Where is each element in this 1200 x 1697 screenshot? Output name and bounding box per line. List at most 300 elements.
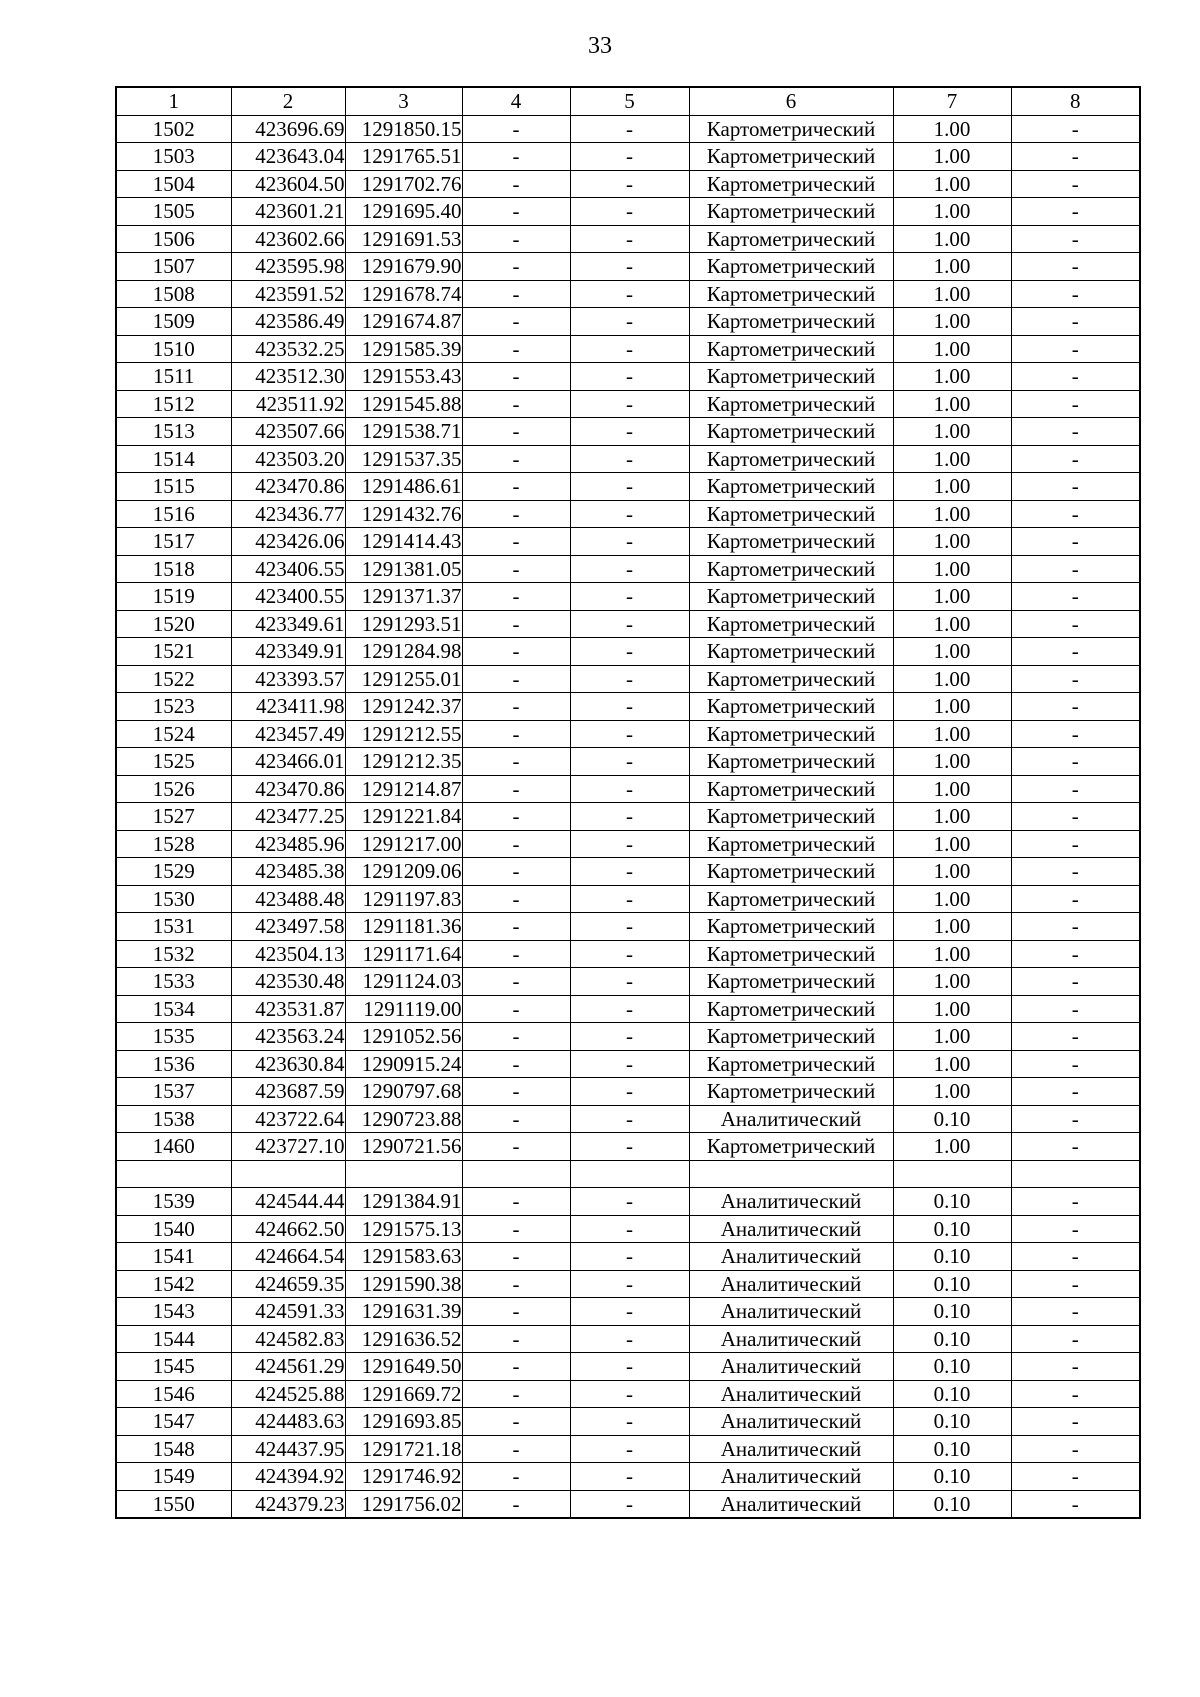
table-cell: - [462, 968, 570, 996]
table-cell: 1547 [116, 1408, 231, 1436]
table-cell: Картометрический [689, 720, 893, 748]
table-cell: Картометрический [689, 418, 893, 446]
table-cell: 423532.25 [231, 335, 345, 363]
table-cell: - [462, 1325, 570, 1353]
table-cell: - [1011, 390, 1140, 418]
table-cell: - [1011, 1215, 1140, 1243]
table-row [116, 1050, 1140, 1078]
table-cell [116, 1160, 231, 1188]
table-cell: - [570, 775, 689, 803]
table-row [116, 720, 1140, 748]
table-cell: 1541 [116, 1243, 231, 1271]
table-cell: Картометрический [689, 1050, 893, 1078]
table-cell: - [570, 830, 689, 858]
table-cell: 1291765.51 [345, 143, 462, 171]
table-row [116, 1023, 1140, 1051]
table-cell: 423687.59 [231, 1078, 345, 1106]
table-row [116, 995, 1140, 1023]
table-row [116, 665, 1140, 693]
table-cell: 1291171.64 [345, 940, 462, 968]
table-cell: - [570, 610, 689, 638]
table-cell: 1291538.71 [345, 418, 462, 446]
table-row [116, 803, 1140, 831]
table-cell: 1290721.56 [345, 1133, 462, 1161]
table-cell: - [462, 775, 570, 803]
table-cell: Картометрический [689, 555, 893, 583]
table-cell: - [462, 280, 570, 308]
table-cell: 1291284.98 [345, 638, 462, 666]
table-cell: - [462, 500, 570, 528]
table-cell: - [570, 1325, 689, 1353]
table-cell: - [570, 555, 689, 583]
table-cell: 423393.57 [231, 665, 345, 693]
table-cell: 423630.84 [231, 1050, 345, 1078]
table-cell: - [570, 913, 689, 941]
table-cell: 424591.33 [231, 1298, 345, 1326]
table-cell: 1291212.35 [345, 748, 462, 776]
table-row [116, 473, 1140, 501]
table-cell: 1514 [116, 445, 231, 473]
table-row [116, 555, 1140, 583]
table-cell: - [462, 1188, 570, 1216]
table-cell: Картометрический [689, 115, 893, 143]
table-cell: - [1011, 1463, 1140, 1491]
table-cell: 0.10 [893, 1408, 1011, 1436]
column-header: 2 [231, 87, 345, 115]
table-cell: Аналитический [689, 1380, 893, 1408]
table-cell: Аналитический [689, 1325, 893, 1353]
table-cell: - [570, 528, 689, 556]
table-cell: - [462, 198, 570, 226]
table-cell: - [1011, 418, 1140, 446]
table-cell: 423497.58 [231, 913, 345, 941]
page-number: 33 [588, 33, 612, 59]
table-cell: - [462, 445, 570, 473]
table-cell: 1.00 [893, 143, 1011, 171]
table-cell: - [1011, 170, 1140, 198]
table-cell: - [462, 1215, 570, 1243]
table-cell: - [570, 693, 689, 721]
table-row [116, 748, 1140, 776]
table-cell: - [1011, 665, 1140, 693]
table-cell: 1290797.68 [345, 1078, 462, 1106]
table-cell: 424394.92 [231, 1463, 345, 1491]
table-cell: 0.10 [893, 1215, 1011, 1243]
table-cell: - [1011, 748, 1140, 776]
table-cell: 1540 [116, 1215, 231, 1243]
table-cell: - [570, 445, 689, 473]
table-cell: 1535 [116, 1023, 231, 1051]
table-cell: 1515 [116, 473, 231, 501]
table-cell: Аналитический [689, 1215, 893, 1243]
table-cell: 1508 [116, 280, 231, 308]
table-cell [893, 1160, 1011, 1188]
table-cell: - [570, 858, 689, 886]
table-cell: 1544 [116, 1325, 231, 1353]
table-cell: 423470.86 [231, 775, 345, 803]
table-cell: 423727.10 [231, 1133, 345, 1161]
table-cell: Аналитический [689, 1435, 893, 1463]
table-cell: 1505 [116, 198, 231, 226]
table-cell: Аналитический [689, 1408, 893, 1436]
table-cell: 1.00 [893, 1023, 1011, 1051]
table-cell: - [1011, 1435, 1140, 1463]
table-cell: - [462, 253, 570, 281]
table-cell: - [1011, 528, 1140, 556]
table-cell: - [462, 830, 570, 858]
table-cell: - [570, 418, 689, 446]
table-cell: 1510 [116, 335, 231, 363]
table-cell: Картометрический [689, 693, 893, 721]
table-cell: - [1011, 1133, 1140, 1161]
table-cell: - [1011, 858, 1140, 886]
table-cell [570, 1160, 689, 1188]
table-cell [462, 1160, 570, 1188]
table-cell: - [462, 858, 570, 886]
table-cell: - [1011, 1243, 1140, 1271]
table-cell: 1.00 [893, 280, 1011, 308]
table-cell: 424379.23 [231, 1490, 345, 1518]
table-cell: 1291553.43 [345, 363, 462, 391]
table-cell: - [1011, 830, 1140, 858]
table-cell: - [570, 473, 689, 501]
table-cell: - [570, 1050, 689, 1078]
table-cell: 1525 [116, 748, 231, 776]
table-cell: 0.10 [893, 1270, 1011, 1298]
table-cell: 1.00 [893, 775, 1011, 803]
table-cell: 1291414.43 [345, 528, 462, 556]
table-cell: Картометрический [689, 858, 893, 886]
table-cell: - [462, 610, 570, 638]
table-cell [345, 1160, 462, 1188]
table-cell: 1543 [116, 1298, 231, 1326]
table-row [116, 198, 1140, 226]
table-cell: - [570, 1133, 689, 1161]
table-cell: 423436.77 [231, 500, 345, 528]
table-cell: 1291545.88 [345, 390, 462, 418]
table-cell: 424664.54 [231, 1243, 345, 1271]
table-cell: 1529 [116, 858, 231, 886]
table-cell: 1546 [116, 1380, 231, 1408]
table-cell: 1503 [116, 143, 231, 171]
table-row [116, 940, 1140, 968]
table-cell: - [462, 1133, 570, 1161]
table-cell: 1534 [116, 995, 231, 1023]
table-row [116, 418, 1140, 446]
table-cell: 1291221.84 [345, 803, 462, 831]
table-cell: 1.00 [893, 473, 1011, 501]
table-cell: 1.00 [893, 253, 1011, 281]
table-cell: 1291209.06 [345, 858, 462, 886]
table-cell: 1.00 [893, 308, 1011, 336]
table-cell: 1.00 [893, 583, 1011, 611]
table-cell: - [570, 638, 689, 666]
table-cell: - [462, 1105, 570, 1133]
table-cell: 423349.91 [231, 638, 345, 666]
table-cell: 0.10 [893, 1325, 1011, 1353]
table-cell: - [1011, 1023, 1140, 1051]
table-cell: - [462, 308, 570, 336]
table-cell: - [462, 885, 570, 913]
table-cell: 1291124.03 [345, 968, 462, 996]
table-cell: - [1011, 1325, 1140, 1353]
table-row [116, 445, 1140, 473]
table-cell: Картометрический [689, 940, 893, 968]
table-cell: Картометрический [689, 335, 893, 363]
table-cell: 1.00 [893, 693, 1011, 721]
table-cell: 1290915.24 [345, 1050, 462, 1078]
table-cell: 1291679.90 [345, 253, 462, 281]
table-cell: 423602.66 [231, 225, 345, 253]
table-cell: 423406.55 [231, 555, 345, 583]
table-cell: - [1011, 555, 1140, 583]
table-cell: - [1011, 720, 1140, 748]
table-cell [231, 1160, 345, 1188]
table-cell: 423511.92 [231, 390, 345, 418]
table-cell: 1.00 [893, 445, 1011, 473]
table-row [116, 1435, 1140, 1463]
table-cell: - [1011, 1105, 1140, 1133]
table-cell: 1291756.02 [345, 1490, 462, 1518]
table-cell: - [570, 583, 689, 611]
table-cell: - [570, 1463, 689, 1491]
table-cell: 1549 [116, 1463, 231, 1491]
table-cell: Картометрический [689, 995, 893, 1023]
table-cell: 1291197.83 [345, 885, 462, 913]
table-cell: 1509 [116, 308, 231, 336]
table-cell: - [462, 335, 570, 363]
table-cell: 1504 [116, 170, 231, 198]
table-cell: 1526 [116, 775, 231, 803]
table-cell: 1.00 [893, 940, 1011, 968]
table-cell: - [462, 225, 570, 253]
table-cell: - [462, 363, 570, 391]
table-cell: 1542 [116, 1270, 231, 1298]
table-cell: 1.00 [893, 528, 1011, 556]
table-cell: 1.00 [893, 198, 1011, 226]
table-cell: - [570, 1270, 689, 1298]
table-cell: - [1011, 1380, 1140, 1408]
table-cell: 423531.87 [231, 995, 345, 1023]
table-cell: - [1011, 253, 1140, 281]
table-cell: 1291693.85 [345, 1408, 462, 1436]
table-cell: 423457.49 [231, 720, 345, 748]
table-cell: - [570, 363, 689, 391]
table-cell: 1291214.87 [345, 775, 462, 803]
table-row [116, 858, 1140, 886]
table-cell: 1.00 [893, 418, 1011, 446]
table-cell: - [462, 1380, 570, 1408]
table-cell: - [1011, 968, 1140, 996]
table-cell: - [570, 1078, 689, 1106]
table-cell: Картометрический [689, 1023, 893, 1051]
table-cell: 1.00 [893, 803, 1011, 831]
table-cell: 1.00 [893, 995, 1011, 1023]
table-cell: - [462, 143, 570, 171]
table-cell: 1538 [116, 1105, 231, 1133]
table-cell: - [570, 968, 689, 996]
table-cell: 1291486.61 [345, 473, 462, 501]
table-cell: - [1011, 638, 1140, 666]
table-cell: Картометрический [689, 170, 893, 198]
table-cell: - [1011, 473, 1140, 501]
table-cell: 1291695.40 [345, 198, 462, 226]
table-cell: 423643.04 [231, 143, 345, 171]
table-row [116, 1243, 1140, 1271]
table-cell: 423591.52 [231, 280, 345, 308]
table-cell: 423595.98 [231, 253, 345, 281]
table-cell: - [462, 418, 570, 446]
table-cell: - [462, 583, 570, 611]
table-cell: - [570, 1353, 689, 1381]
table-cell: 1.00 [893, 885, 1011, 913]
table-cell: - [570, 1105, 689, 1133]
table-cell: 0.10 [893, 1298, 1011, 1326]
table-cell: - [462, 528, 570, 556]
table-cell: Картометрический [689, 445, 893, 473]
table-cell: 1.00 [893, 555, 1011, 583]
table-cell: - [462, 940, 570, 968]
table-cell: - [462, 555, 570, 583]
table-cell: - [462, 995, 570, 1023]
table-row [116, 1353, 1140, 1381]
table-cell: 424561.29 [231, 1353, 345, 1381]
table-cell: 423563.24 [231, 1023, 345, 1051]
table-row [116, 885, 1140, 913]
table-cell: 423504.13 [231, 940, 345, 968]
table-cell: Картометрический [689, 638, 893, 666]
table-row [116, 913, 1140, 941]
table-cell: 423485.96 [231, 830, 345, 858]
table-cell: 1291850.15 [345, 115, 462, 143]
table-cell: 1.00 [893, 665, 1011, 693]
table-cell: 423411.98 [231, 693, 345, 721]
table-cell: 1524 [116, 720, 231, 748]
column-header: 8 [1011, 87, 1140, 115]
table-cell: 423601.21 [231, 198, 345, 226]
table-cell: - [570, 1490, 689, 1518]
table-row [116, 1188, 1140, 1216]
table-cell: 1291119.00 [345, 995, 462, 1023]
table-cell: 1291590.38 [345, 1270, 462, 1298]
table-cell: 1.00 [893, 830, 1011, 858]
table-cell: - [462, 473, 570, 501]
table-row [116, 1105, 1140, 1133]
table-cell: 1545 [116, 1353, 231, 1381]
table-row [116, 775, 1140, 803]
table-cell: - [462, 1463, 570, 1491]
table-cell: - [570, 308, 689, 336]
table-cell: 424544.44 [231, 1188, 345, 1216]
table-cell: - [570, 1435, 689, 1463]
table-cell: 423470.86 [231, 473, 345, 501]
table-cell: 1291212.55 [345, 720, 462, 748]
table-cell: - [570, 940, 689, 968]
table-row [116, 1133, 1140, 1161]
table-cell: 1460 [116, 1133, 231, 1161]
table-cell: 423349.61 [231, 610, 345, 638]
table-cell: 424483.63 [231, 1408, 345, 1436]
table-cell: 424659.35 [231, 1270, 345, 1298]
table-cell: 423722.64 [231, 1105, 345, 1133]
table-cell: - [1011, 693, 1140, 721]
table-cell: 1291381.05 [345, 555, 462, 583]
table-cell: Картометрический [689, 363, 893, 391]
table-cell: 1291052.56 [345, 1023, 462, 1051]
table-cell: - [570, 748, 689, 776]
table-cell: - [570, 1408, 689, 1436]
table-cell: - [1011, 308, 1140, 336]
table-cell: - [1011, 363, 1140, 391]
table-row [116, 1160, 1140, 1188]
table-cell: 1521 [116, 638, 231, 666]
table-cell: 1291371.37 [345, 583, 462, 611]
table-cell: 1.00 [893, 390, 1011, 418]
table-cell: 424662.50 [231, 1215, 345, 1243]
table-cell: - [1011, 115, 1140, 143]
table-cell: 1.00 [893, 1050, 1011, 1078]
table-cell: - [1011, 885, 1140, 913]
table-cell: - [462, 693, 570, 721]
table-cell: 0.10 [893, 1243, 1011, 1271]
table-cell: 1530 [116, 885, 231, 913]
table-row [116, 363, 1140, 391]
coordinates-table [115, 86, 1141, 1519]
table-cell: 423586.49 [231, 308, 345, 336]
table-cell: - [1011, 1270, 1140, 1298]
table-cell: 1291746.92 [345, 1463, 462, 1491]
table-cell: Картометрический [689, 253, 893, 281]
column-header: 5 [570, 87, 689, 115]
table-cell: 0.10 [893, 1353, 1011, 1381]
table-cell: 1.00 [893, 225, 1011, 253]
table-cell: - [1011, 1078, 1140, 1106]
table-cell: - [1011, 775, 1140, 803]
table-cell: 1291585.39 [345, 335, 462, 363]
table-cell: 0.10 [893, 1490, 1011, 1518]
table-cell: 1523 [116, 693, 231, 721]
table-cell: 1516 [116, 500, 231, 528]
column-header: 1 [116, 87, 231, 115]
table-cell: - [462, 390, 570, 418]
table-cell: - [1011, 280, 1140, 308]
table-cell: 1.00 [893, 363, 1011, 391]
table-cell: - [462, 720, 570, 748]
table-cell: - [462, 1490, 570, 1518]
table-cell: 1548 [116, 1435, 231, 1463]
table-cell: - [1011, 1298, 1140, 1326]
table-cell: 1291636.52 [345, 1325, 462, 1353]
table-cell: - [462, 638, 570, 666]
table-cell: - [570, 885, 689, 913]
table-cell: - [1011, 940, 1140, 968]
table-cell: Картометрический [689, 143, 893, 171]
table-cell: 1527 [116, 803, 231, 831]
table-row [116, 308, 1140, 336]
table-row [116, 1463, 1140, 1491]
table-cell: - [570, 1380, 689, 1408]
table-cell: 1291674.87 [345, 308, 462, 336]
table-cell: 1520 [116, 610, 231, 638]
table-cell: 1.00 [893, 1078, 1011, 1106]
table-cell: - [462, 1408, 570, 1436]
table-cell: 1291575.13 [345, 1215, 462, 1243]
table-row [116, 253, 1140, 281]
table-row [116, 1078, 1140, 1106]
table-cell: 1291242.37 [345, 693, 462, 721]
table-cell [1011, 1160, 1140, 1188]
table-cell: 1.00 [893, 968, 1011, 996]
